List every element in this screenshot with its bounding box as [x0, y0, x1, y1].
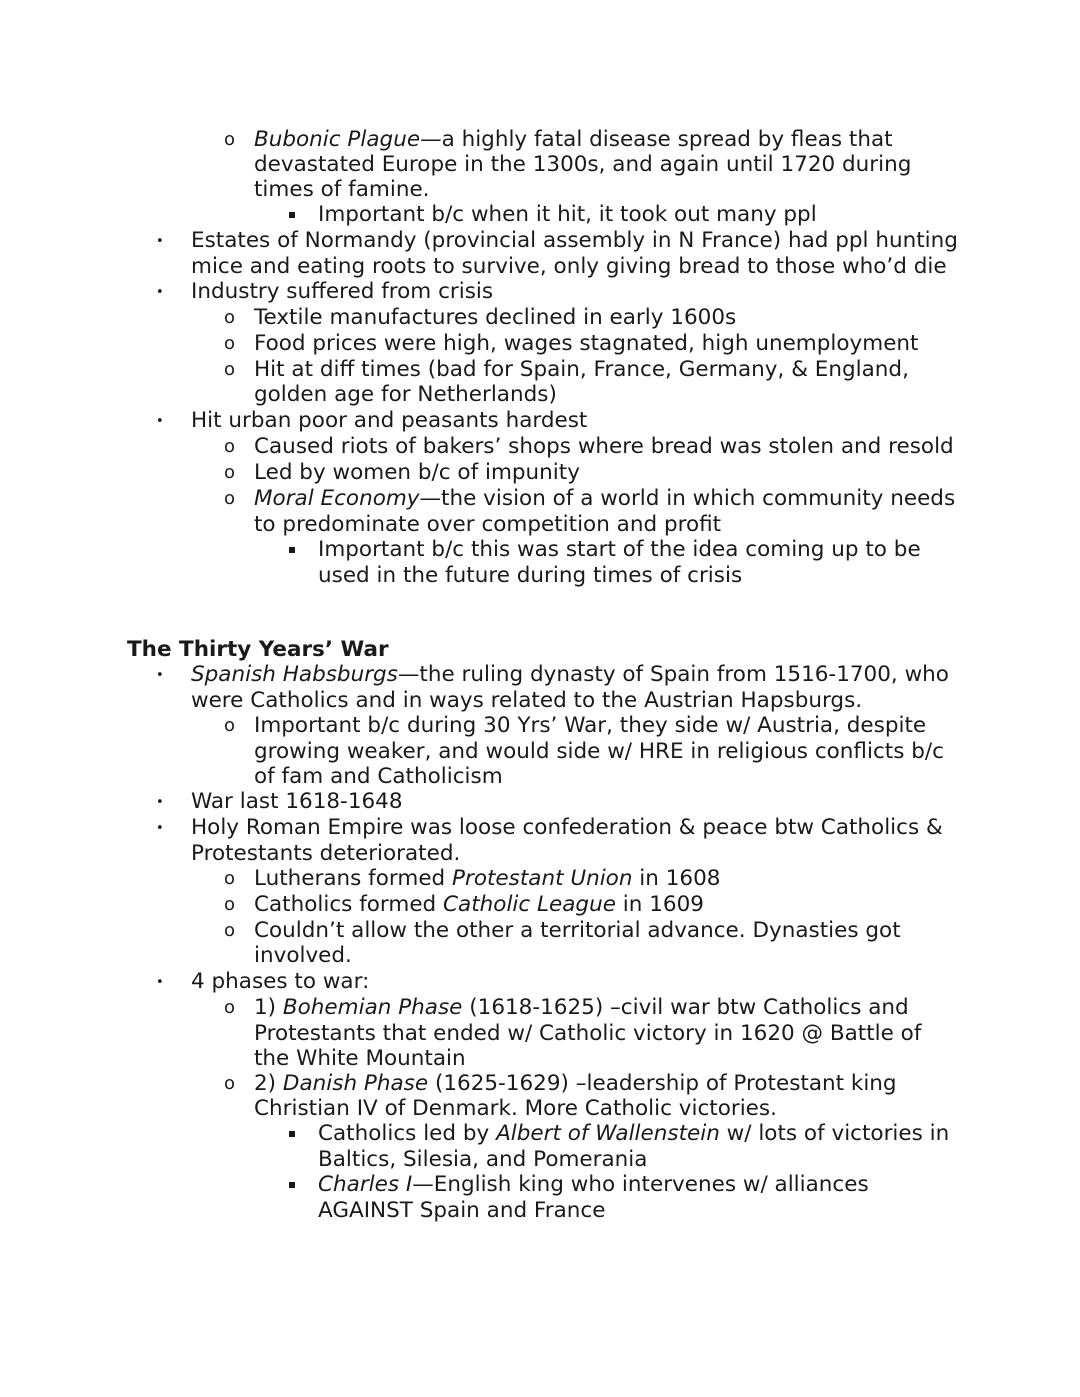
text: —the vision of a world in which community needs — [419, 486, 956, 511]
term: Catholic League — [443, 892, 616, 917]
square-bullet-icon — [289, 1131, 295, 1137]
note-line — [254, 486, 955, 512]
note-line: involved. — [254, 943, 352, 968]
bullet-dot: • — [156, 975, 164, 990]
note-line — [254, 1071, 897, 1097]
text: Catholics led by — [318, 1121, 497, 1146]
bullet-o: o — [224, 462, 236, 483]
bullet-dot: • — [156, 285, 164, 300]
term: Moral Economy — [254, 486, 420, 511]
term: Bohemian Phase — [282, 995, 463, 1020]
note-line: to predominate over competition and profit — [254, 512, 722, 537]
note-line: Christian IV of Denmark. More Catholic victories. — [254, 1096, 777, 1121]
bullet-o: o — [224, 1073, 236, 1094]
note-line — [254, 892, 704, 918]
note-line: golden age for Netherlands) — [254, 382, 557, 407]
text: 1) — [254, 995, 283, 1020]
term: Bubonic Plague — [254, 127, 421, 152]
bullet-o: o — [224, 333, 236, 354]
text: w/ lots of victories in — [719, 1121, 950, 1146]
note-line — [318, 1121, 949, 1147]
note-line: Textile manufactures declined in early 1600s — [254, 305, 737, 330]
term: Charles I — [318, 1172, 413, 1197]
term: Spanish Habsburgs — [191, 662, 398, 687]
note-line: Important b/c this was start of the idea coming up to be — [318, 537, 921, 562]
note-line: AGAINST Spain and France — [318, 1198, 606, 1223]
note-line: Hit at diff times (bad for Spain, France, Germany, & England, — [254, 357, 909, 382]
square-bullet-icon — [289, 212, 295, 218]
bullet-o: o — [224, 868, 236, 889]
note-line: 4 phases to war: — [191, 969, 370, 994]
note-line: used in the future during times of crisis — [318, 563, 743, 588]
text: 2) — [254, 1071, 283, 1096]
note-line: Industry suffered from crisis — [191, 279, 494, 304]
bullet-o: o — [224, 436, 236, 457]
square-bullet-icon — [289, 1182, 295, 1188]
note-line: Food prices were high, wages stagnated, high unemployment — [254, 331, 919, 356]
text: Lutherans formed — [254, 866, 453, 891]
note-line: of fam and Catholicism — [254, 764, 503, 789]
note-line: War last 1618-1648 — [191, 789, 403, 814]
note-line: mice and eating roots to survive, only giving bread to those who’d die — [191, 254, 947, 279]
bullet-dot: • — [156, 414, 164, 429]
bullet-dot: • — [156, 234, 164, 249]
text: —the ruling dynasty of Spain from 1516-1700, who — [397, 662, 949, 687]
bullet-o: o — [224, 894, 236, 915]
note-line: Estates of Normandy (provincial assembly in N France) had ppl hunting — [191, 228, 958, 253]
note-line — [254, 127, 893, 153]
bullet-o: o — [224, 359, 236, 380]
bullet-o: o — [224, 488, 236, 509]
term: Protestant Union — [452, 866, 633, 891]
text: Catholics formed — [254, 892, 444, 917]
note-line: times of famine. — [254, 177, 430, 202]
note-line: Couldn’t allow the other a territorial advance. Dynasties got — [254, 918, 901, 943]
text: —a highly fatal disease spread by fleas that — [420, 127, 893, 152]
note-line — [318, 1172, 869, 1198]
bullet-dot: • — [156, 795, 164, 810]
text: in 1608 — [632, 866, 721, 891]
note-line: Important b/c during 30 Yrs’ War, they side w/ Austria, despite — [254, 713, 927, 738]
bullet-o: o — [224, 715, 236, 736]
bullet-dot: • — [156, 668, 164, 683]
note-line — [254, 866, 720, 892]
bullet-o: o — [224, 129, 236, 150]
text: —English king who intervenes w/ alliances — [412, 1172, 869, 1197]
note-line: Hit urban poor and peasants hardest — [191, 408, 588, 433]
text: (1618-1625) –civil war btw Catholics and — [462, 995, 909, 1020]
bullet-o: o — [224, 920, 236, 941]
term: Danish Phase — [282, 1071, 429, 1096]
note-line: Baltics, Silesia, and Pomerania — [318, 1147, 648, 1172]
text: (1625-1629) –leadership of Protestant king — [428, 1071, 897, 1096]
section-heading: The Thirty Years’ War — [127, 637, 389, 662]
note-line: Protestants that ended w/ Catholic victory in 1620 @ Battle of — [254, 1021, 922, 1046]
note-line: Important b/c when it hit, it took out many ppl — [318, 202, 817, 227]
bullet-dot: • — [156, 821, 164, 836]
note-line — [191, 662, 949, 688]
bullet-o: o — [224, 307, 236, 328]
note-line: devastated Europe in the 1300s, and again until 1720 during — [254, 152, 912, 177]
note-line: Protestants deteriorated. — [191, 841, 461, 866]
note-line: growing weaker, and would side w/ HRE in religious conflicts b/c — [254, 739, 944, 764]
bullet-o: o — [224, 997, 236, 1018]
note-line: Holy Roman Empire was loose confederation & peace btw Catholics & — [191, 815, 943, 840]
term: Albert of Wallenstein — [496, 1121, 720, 1146]
note-line: Caused riots of bakers’ shops where bread was stolen and resold — [254, 434, 954, 459]
text: in 1609 — [615, 892, 704, 917]
note-line: were Catholics and in ways related to the Austrian Hapsburgs. — [191, 688, 863, 713]
note-line: Led by women b/c of impunity — [254, 460, 580, 485]
square-bullet-icon — [289, 547, 295, 553]
note-line — [254, 995, 909, 1021]
note-line: the White Mountain — [254, 1046, 466, 1071]
